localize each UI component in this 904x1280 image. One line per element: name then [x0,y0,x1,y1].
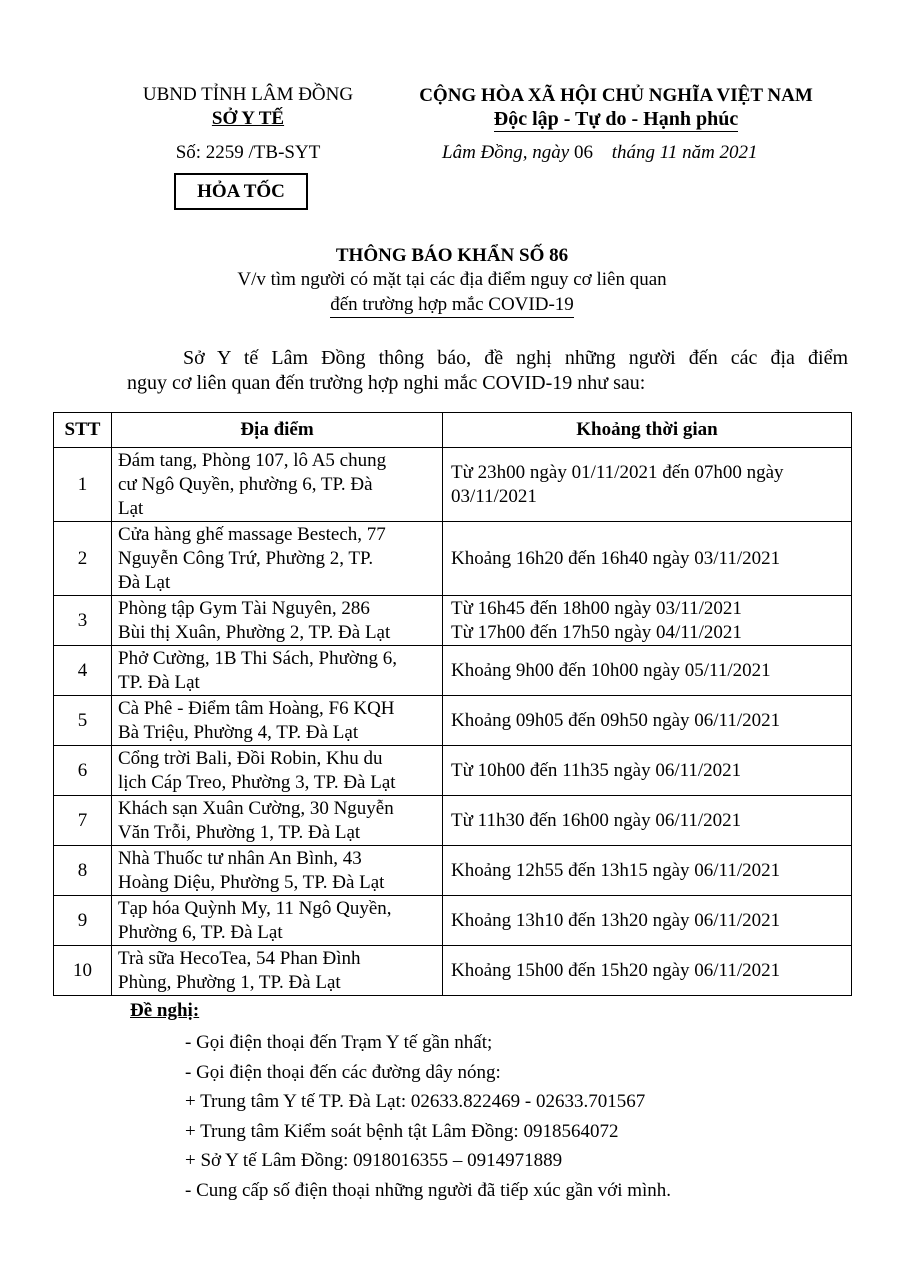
recommendations-heading: Đề nghị: [130,1000,200,1021]
location-line: Bùi thị Xuân, Phường 2, TP. Đà Lạt [118,621,391,643]
location-line: Nhà Thuốc tư nhân An Bình, 43 [118,847,362,869]
locations-table [53,412,852,996]
table-row [54,696,852,746]
row-time [443,896,852,946]
location-line: Cổng trời Bali, Đồi Robin, Khu du [118,747,383,769]
list-item: + Trung tâm Y tế TP. Đà Lạt: 02633.822469 - 02633.701567 [185,1091,646,1112]
date-prefix: Lâm Đồng, ngày [442,142,570,163]
table-row [54,522,852,596]
location-line: lịch Cáp Treo, Phường 3, TP. Đà Lạt [118,771,396,793]
row-location [112,522,443,596]
table-row [54,796,852,846]
row-stt: 3 [54,596,112,646]
row-time [443,796,852,846]
date-rest: tháng 11 năm 2021 [611,142,758,163]
location-line: Bà Triệu, Phường 4, TP. Đà Lạt [118,721,359,743]
list-item: - Cung cấp số điện thoại những người đã tiếp xúc gần với mình. [185,1179,672,1201]
location-line: Phường 6, TP. Đà Lạt [118,921,283,943]
row-stt: 5 [54,696,112,746]
row-stt: 7 [54,796,112,846]
table-row [54,448,852,522]
row-time [443,696,852,746]
recommendations-list [185,1028,671,1205]
time-line: Từ 17h00 đến 17h50 ngày 04/11/2021 [451,621,742,643]
row-time [443,946,852,996]
urgency-stamp: HỎA TỐC [174,173,308,210]
row-time [443,646,852,696]
time-line: Khoảng 16h20 đến 16h40 ngày 03/11/2021 [451,547,781,569]
org-name-province: UBND TỈNH LÂM ĐỒNG [142,84,354,105]
row-location [112,746,443,796]
time-line: Khoảng 13h10 đến 13h20 ngày 06/11/2021 [451,909,781,931]
list-item: + Sở Y tế Lâm Đồng: 0918016355 – 0914971889 [185,1150,563,1171]
time-line: Khoảng 9h00 đến 10h00 ngày 05/11/2021 [451,659,771,681]
location-line: Nguyễn Công Trứ, Phường 2, TP. [118,547,374,569]
date-day: 06 [573,142,593,163]
notice-title: THÔNG BÁO KHẨN SỐ 86 [335,245,569,266]
national-motto-wrap [400,108,832,131]
notice-subject-line1: V/v tìm người có mặt tại các địa điểm nguy cơ liên quan [237,269,667,290]
time-line: Từ 10h00 đến 11h35 ngày 06/11/2021 [451,759,742,781]
row-location [112,646,443,696]
location-line: Văn Trỗi, Phường 1, TP. Đà Lạt [118,821,361,843]
location-line: Cà Phê - Điểm tâm Hoàng, F6 KQH [118,697,395,719]
location-line: Đám tang, Phòng 107, lô A5 chung [118,449,387,471]
location-line: Phùng, Phường 1, TP. Đà Lạt [118,971,341,993]
row-location [112,846,443,896]
time-line: Từ 11h30 đến 16h00 ngày 06/11/2021 [451,809,742,831]
row-stt: 2 [54,522,112,596]
row-location [112,596,443,646]
table-row [54,646,852,696]
table-row [54,896,852,946]
time-line: Khoảng 15h00 đến 15h20 ngày 06/11/2021 [451,959,781,981]
location-line: Cửa hàng ghế massage Bestech, 77 [118,523,386,545]
row-stt: 9 [54,896,112,946]
location-line: Trà sữa HecoTea, 54 Phan Đình [118,947,361,969]
header-location: Địa điểm [112,413,443,448]
location-line: Khách sạn Xuân Cường, 30 Nguyễn [118,797,394,819]
row-stt: 1 [54,448,112,522]
national-motto: Độc lập - Tự do - Hạnh phúc [493,108,739,130]
location-line: Hoàng Diệu, Phường 5, TP. Đà Lạt [118,871,385,893]
table-row [54,946,852,996]
nation-title: CỘNG HÒA XÃ HỘI CHỦ NGHĨA VIỆT NAM [419,85,813,106]
row-time [443,846,852,896]
intro-line2: nguy cơ liên quan đến trường hợp nghi mắc COVID-19 như sau: [127,372,646,394]
row-stt: 6 [54,746,112,796]
location-line: Tạp hóa Quỳnh My, 11 Ngô Quyền, [118,897,392,919]
notice-subject-line2: đến trường hợp mắc COVID-19 [330,294,574,318]
org-name-department-text: SỞ Y TẾ [211,108,285,129]
issue-date [442,142,862,164]
intro-line1: Sở Y tế Lâm Đồng thông báo, đề nghị những người đến các địa điểm [183,347,848,369]
list-item: + Trung tâm Kiểm soát bệnh tật Lâm Đồng: 0918564072 [185,1120,619,1142]
table-row [54,746,852,796]
org-name-department [128,108,368,130]
header-time: Khoảng thời gian [443,413,852,448]
location-line: cư Ngô Quyền, phường 6, TP. Đà [118,473,373,495]
row-time [443,448,852,522]
row-stt: 8 [54,846,112,896]
location-line: Phòng tập Gym Tài Nguyên, 286 [118,597,370,619]
document-number: Số: 2259 /TB-SYT [175,142,321,163]
row-location [112,946,443,996]
row-location [112,448,443,522]
row-time [443,596,852,646]
time-line: Khoảng 12h55 đến 13h15 ngày 06/11/2021 [451,859,781,881]
time-line: 03/11/2021 [451,485,537,507]
list-item: - Gọi điện thoại đến Trạm Y tế gần nhất; [185,1032,493,1053]
table-row [54,596,852,646]
row-location [112,696,443,746]
time-line: Khoảng 09h05 đến 09h50 ngày 06/11/2021 [451,709,781,731]
row-location [112,796,443,846]
row-location [112,896,443,946]
table-row [54,846,852,896]
header-stt: STT [54,413,112,448]
location-line: Đà Lạt [118,571,171,593]
notice-subject-line2-wrap [0,294,904,316]
row-time [443,522,852,596]
row-stt: 10 [54,946,112,996]
row-time [443,746,852,796]
table-header-row [54,413,852,448]
row-stt: 4 [54,646,112,696]
time-line: Từ 23h00 ngày 01/11/2021 đến 07h00 ngày [451,461,784,483]
location-line: Phở Cường, 1B Thi Sách, Phường 6, [118,647,397,669]
location-line: TP. Đà Lạt [118,671,200,693]
location-line: Lạt [118,497,144,519]
time-line: Từ 16h45 đến 18h00 ngày 03/11/2021 [451,597,742,619]
list-item: - Gọi điện thoại đến các đường dây nóng: [185,1061,501,1083]
